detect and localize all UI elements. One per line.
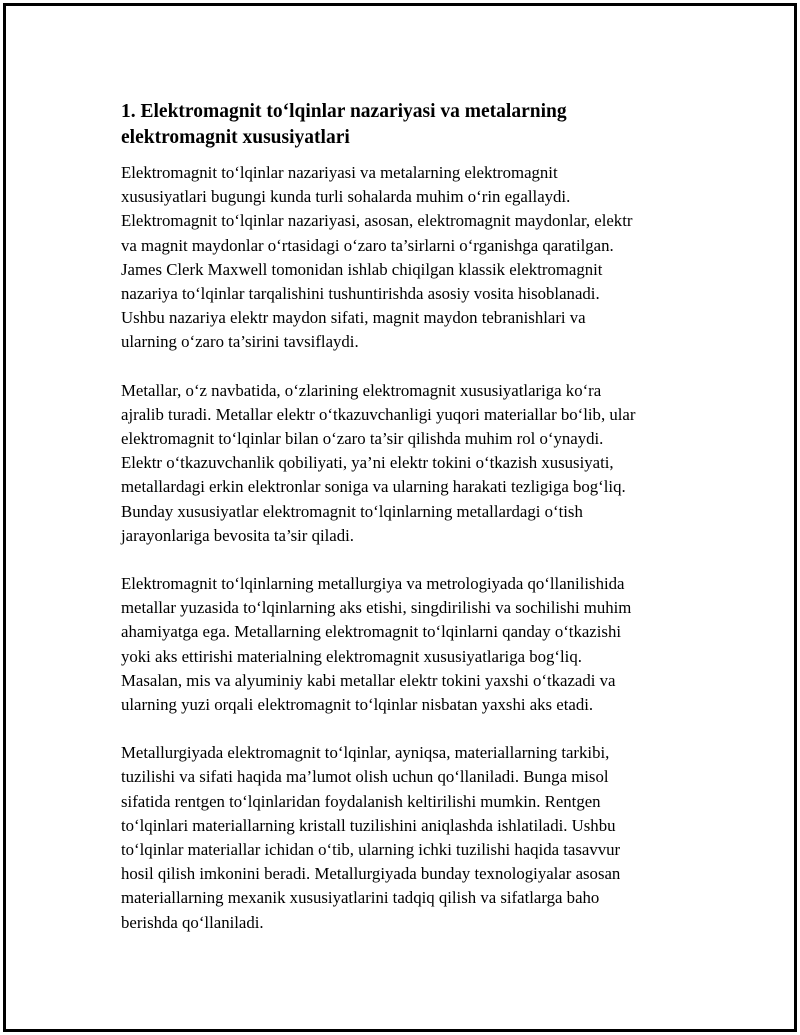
text-line: metallardagi erkin elektronlar soniga va ularning harakati tezligiga bog‘liq. — [121, 477, 626, 497]
text-line: Elektromagnit to‘lqinlar nazariyasi, asosan, elektromagnit maydonlar, elektr — [121, 211, 633, 231]
text-line: Bunday xususiyatlar elektromagnit to‘lqinlarning metallardagi o‘tish — [121, 501, 583, 521]
text-line: Elektr o‘tkazuvchanlik qobiliyati, ya’ni elektr tokini o‘tkazish xususiyati, — [121, 453, 614, 473]
text-line: va magnit maydonlar o‘rtasidagi o‘zaro ta’sirlarni o‘rganishga qaratilgan. — [121, 235, 614, 255]
text-line: materiallarning mexanik xususiyatlarini tadqiq qilish va sifatlarga baho — [121, 888, 600, 908]
text-line: to‘lqinlari materiallarning kristall tuzilishini aniqlashda ishlatiladi. Ushbu — [121, 815, 616, 835]
text-line: yoki aks ettirishi materialning elektromagnit xususiyatlariga bog‘liq. — [121, 646, 582, 666]
text-line: Elektromagnit to‘lqinlarning metallurgiya va metrologiyada qo‘llanilishida — [121, 574, 625, 594]
text-line: Elektromagnit to‘lqinlar nazariyasi va metalarning elektromagnit — [121, 163, 558, 182]
text-line: sifatida rentgen to‘lqinlaridan foydalanish keltirilishi mumkin. Rentgen — [121, 791, 601, 811]
text-line: berishda qo‘llaniladi. — [121, 912, 264, 932]
paragraph-3 — [121, 572, 701, 717]
section-heading — [121, 99, 701, 151]
paragraph-1 — [121, 161, 701, 355]
text-line: Metallar, o‘z navbatida, o‘zlarining elektromagnit xususiyatlariga ko‘ra — [121, 380, 602, 400]
text-line: ajralib turadi. Metallar elektr o‘tkazuvchanligi yuqori materiallar bo‘lib, ular — [121, 404, 636, 424]
text-line: Metallurgiyada elektromagnit to‘lqinlar, ayniqsa, materiallarning tarkibi, — [121, 743, 610, 763]
text-line: ahamiyatga ega. Metallarning elektromagnit to‘lqinlarni qanday o‘tkazishi — [121, 622, 622, 642]
text-line: tuzilishi va sifati haqida ma’lumot olish uchun qo‘llaniladi. Bunga misol — [121, 767, 609, 787]
text-line: hosil qilish imkonini beradi. Metallurgiyada bunday texnologiyalar asosan — [121, 864, 621, 884]
text-line: to‘lqinlar materiallar ichidan o‘tib, ularning ichki tuzilishi haqida tasavvur — [121, 840, 621, 860]
text-line: Masalan, mis va alyuminiy kabi metallar elektr tokini yaxshi o‘tkazadi va — [121, 670, 616, 690]
text-line: Ushbu nazariya elektr maydon sifati, magnit maydon tebranishlari va — [121, 308, 586, 328]
text-line: James Clerk Maxwell tomonidan ishlab chiqilgan klassik elektromagnit — [121, 259, 603, 279]
text-line: elektromagnit to‘lqinlar bilan o‘zaro ta’sir qilishda muhim rol o‘ynaydi. — [121, 429, 604, 449]
heading-line: 1. Elektromagnit to‘lqinlar nazariyasi va metalarning — [121, 101, 567, 122]
text-line: nazariya to‘lqinlar tarqalishini tushuntirishda asosiy vosita hisoblanadi. — [121, 284, 600, 304]
text-line: jarayonlariga bevosita ta’sir qiladi. — [121, 525, 354, 545]
paragraph-2 — [121, 379, 701, 548]
text-line: metallar yuzasida to‘lqinlarning aks etishi, singdirilishi va sochilishi muhim — [121, 598, 632, 618]
heading-line: elektromagnit xususiyatlari — [121, 127, 350, 148]
text-line: xususiyatlari bugungi kunda turli sohalarda muhim o‘rin egallaydi. — [121, 187, 571, 207]
page-frame — [3, 3, 797, 1032]
text-line: ularning o‘zaro ta’sirini tavsiflaydi. — [121, 332, 359, 352]
text-line: ularning yuzi orqali elektromagnit to‘lqinlar nisbatan yaxshi aks etadi. — [121, 695, 594, 715]
document-body — [121, 99, 701, 959]
paragraph-4 — [121, 741, 701, 935]
